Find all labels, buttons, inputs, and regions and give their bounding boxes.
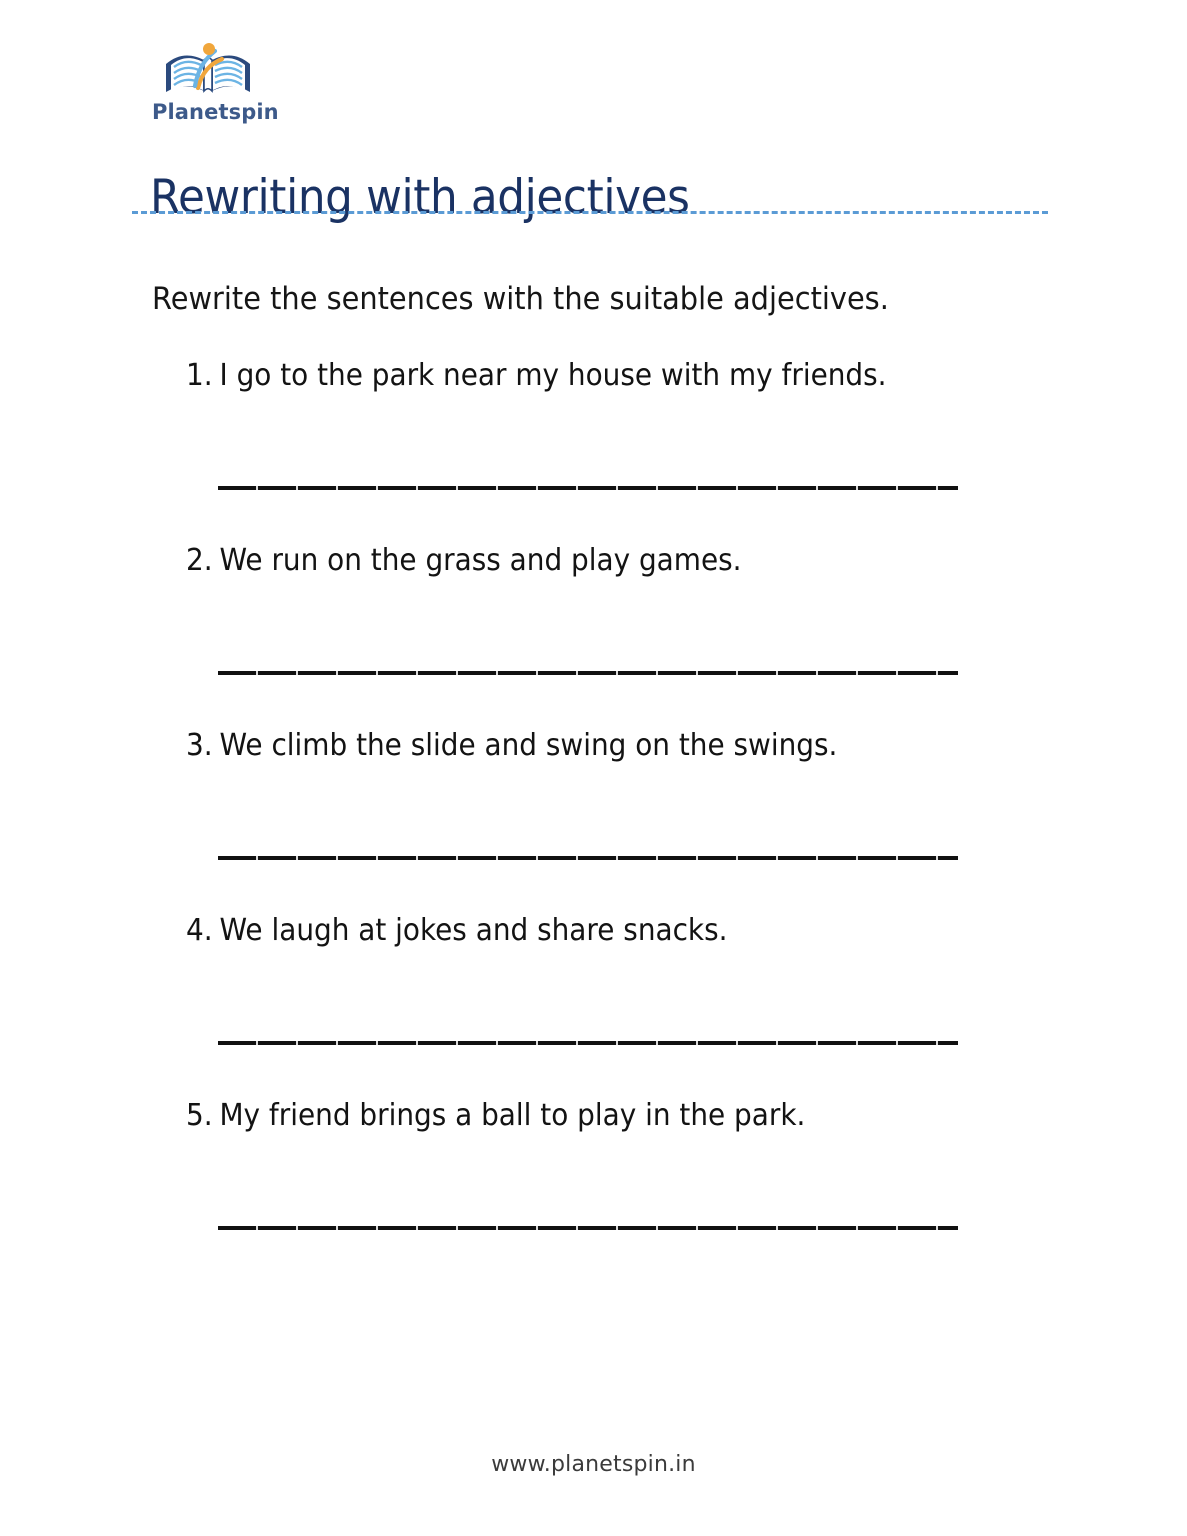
question-text: I go to the park near my house with my friends.: [219, 358, 887, 393]
question-text: We run on the grass and play games.: [219, 543, 742, 578]
question-item: [0, 543, 1187, 728]
question-list: [0, 358, 1187, 1283]
answer-line[interactable]: [218, 1041, 958, 1045]
question-text: My friend brings a ball to play in the park.: [219, 1098, 806, 1133]
answer-line[interactable]: [218, 1226, 958, 1230]
question-item: [0, 1098, 1187, 1283]
footer-url: www.planetspin.in: [491, 1452, 696, 1477]
answer-line[interactable]: [218, 486, 958, 490]
question-number: 4.: [186, 913, 213, 948]
brand-name: Planetspin: [152, 100, 279, 124]
question-number: 1.: [186, 358, 213, 393]
question-row: [186, 728, 837, 764]
question-number: 3.: [186, 728, 213, 763]
question-text: We laugh at jokes and share snacks.: [219, 913, 728, 948]
question-row: [186, 543, 742, 579]
question-item: [0, 913, 1187, 1098]
brand-logo: [152, 42, 362, 123]
open-book-with-person-icon: [162, 42, 254, 100]
question-row: [186, 913, 728, 949]
question-row: [186, 358, 887, 394]
page-title: Rewriting with adjectives: [150, 170, 690, 226]
answer-line[interactable]: [218, 671, 958, 675]
instruction-text: Rewrite the sentences with the suitable adjectives.: [152, 281, 889, 317]
question-number: 5.: [186, 1098, 213, 1133]
question-number: 2.: [186, 543, 213, 578]
question-text: We climb the slide and swing on the swings.: [219, 728, 838, 763]
question-item: [0, 728, 1187, 913]
question-item: [0, 358, 1187, 543]
answer-line[interactable]: [218, 856, 958, 860]
question-row: [186, 1098, 805, 1134]
header-divider: [132, 211, 1048, 214]
